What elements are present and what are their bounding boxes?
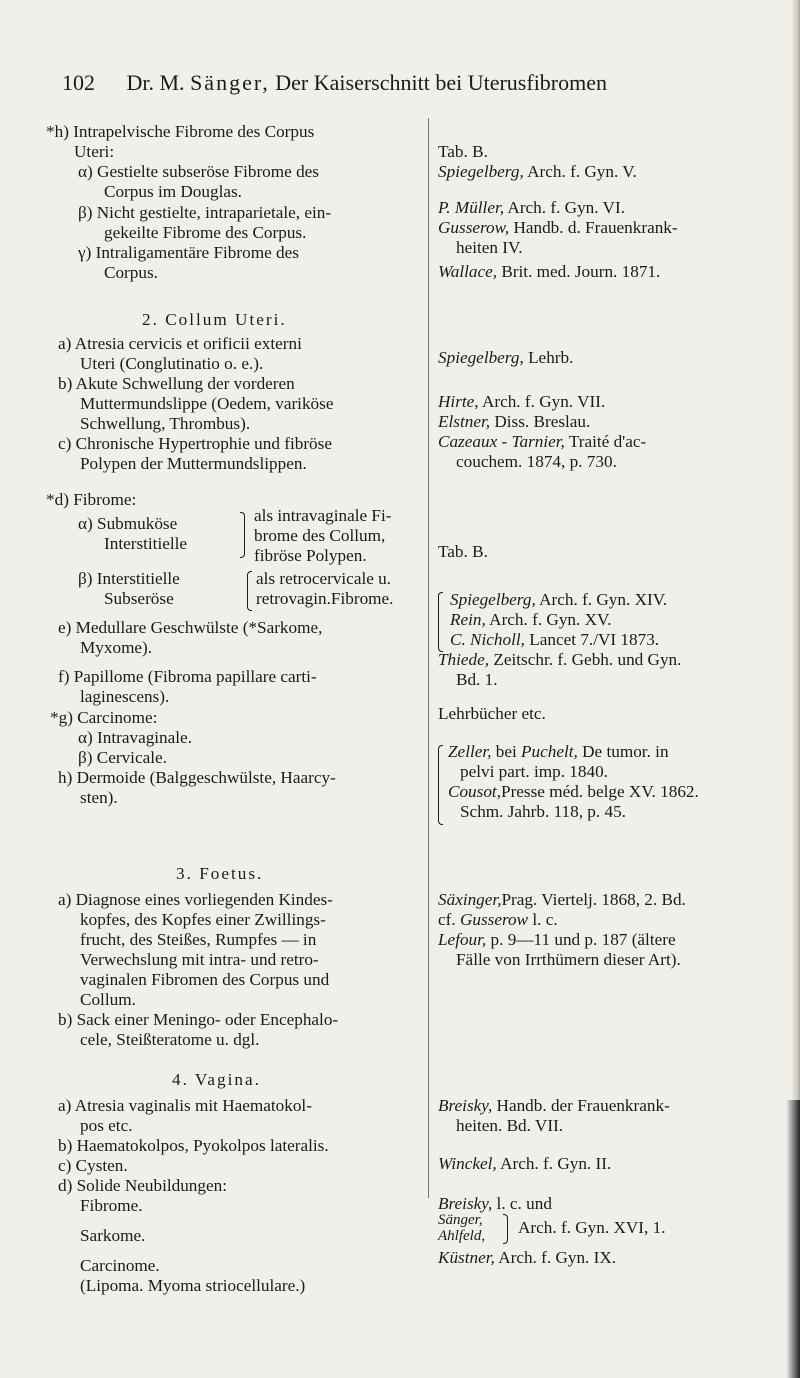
text-line: vaginalen Fibromen des Corpus und (80, 970, 330, 989)
section-heading: 3. Foetus. (176, 864, 264, 883)
reference-line: Schm. Jahrb. 118, p. 45. (460, 802, 626, 821)
text-line: β) Interstitielle (78, 569, 180, 588)
text-line: a) Diagnose eines vorliegenden Kindes- (58, 890, 333, 909)
text-line: e) Medullare Geschwülste (*Sarkome, (58, 618, 323, 637)
brace (503, 1214, 508, 1244)
reference-line: Winckel, Arch. f. Gyn. II. (438, 1154, 612, 1173)
text-line: β) Nicht gestielte, intraparietale, ein- (78, 203, 332, 222)
reference-line: couchem. 1874, p. 730. (456, 452, 617, 471)
reference-line: Breisky, l. c. und (438, 1194, 552, 1213)
text-line: Verwechslung mit intra- und retro- (80, 950, 319, 969)
text-line: b) Akute Schwellung der vorderen (58, 374, 295, 393)
text-line: Sarkome. (80, 1226, 146, 1245)
text-line: laginescens). (80, 687, 170, 706)
reference-line: Lefour, p. 9—11 und p. 187 (ältere (438, 930, 676, 949)
text-line: α) Intravaginale. (78, 728, 192, 747)
text-line: *h) Intrapelvische Fibrome des Corpus (46, 122, 315, 141)
text-line: Corpus im Douglas. (104, 182, 242, 201)
reference-author: Spiegelberg, (438, 162, 524, 181)
reference-line: pelvi part. imp. 1840. (460, 762, 608, 781)
reference-author: Zeller, (448, 742, 492, 761)
brace (438, 592, 443, 652)
reference-author: Sänger, (438, 1212, 483, 1228)
brace (240, 512, 245, 558)
reference-author: Thiede, (438, 650, 490, 669)
text-line: Carcinome. (80, 1256, 160, 1275)
section-heading: 4. Vagina. (172, 1070, 261, 1089)
text-line: Corpus. (104, 263, 158, 282)
text-line: Fibrome. (80, 1196, 143, 1215)
reference-author: Winckel, (438, 1154, 497, 1173)
text-line: Interstitielle (104, 534, 188, 553)
reference-line: Thiede, Zeitschr. f. Gebh. und Gyn. (438, 650, 682, 669)
reference-line: Cousot,Presse méd. belge XV. 1862. (448, 782, 699, 801)
reference-line: Bd. 1. (456, 670, 498, 689)
text-line: Collum. (80, 990, 136, 1009)
reference-author: Hirte, (438, 392, 479, 411)
reference-line: P. Müller, Arch. f. Gyn. VI. (438, 198, 625, 217)
text-line: Uteri: (74, 142, 115, 161)
reference-author: Säxinger, (438, 890, 502, 909)
text-line: α) Gestielte subseröse Fibrome des (78, 162, 319, 181)
reference-line: Zeller, bei Puchelt, De tumor. in (448, 742, 669, 761)
reference-line (438, 1212, 483, 1228)
text-line: a) Atresia vaginalis mit Haematokol- (58, 1096, 312, 1115)
reference-line: Fälle von Irrthümern dieser Art). (456, 950, 681, 969)
text-line: f) Papillome (Fibroma papillare carti- (58, 667, 317, 686)
text-line: Muttermundslippe (Oedem, variköse (80, 394, 334, 413)
reference-line: Gusserow, Handb. d. Frauenkrank- (438, 218, 678, 237)
reference-author: Lefour, (438, 930, 487, 949)
reference-line: Küstner, Arch. f. Gyn. IX. (438, 1248, 617, 1267)
reference-author: Breisky, (438, 1096, 493, 1115)
reference-line: Arch. f. Gyn. XVI, 1. (518, 1218, 666, 1237)
text-line: Subseröse (104, 589, 174, 608)
reference-author: Breisky, (438, 1194, 493, 1213)
text-line: sten). (80, 788, 118, 807)
reference-author: Spiegelberg, (438, 348, 524, 367)
text-line: Uteri (Conglutinatio o. e.). (80, 354, 264, 373)
reference-line: Wallace, Brit. med. Journ. 1871. (438, 262, 661, 281)
header-author-prefix: Dr. M. (126, 70, 185, 95)
text-line: α) Submuköse (78, 514, 178, 533)
text-line: *g) Carcinome: (50, 708, 158, 727)
section-heading: 2. Collum Uteri. (142, 310, 287, 329)
reference-line: Spiegelberg, Arch. f. Gyn. XIV. (450, 590, 668, 609)
text-line: als retrocervicale u. (256, 569, 392, 588)
brace (247, 571, 252, 611)
reference-line: Cazeaux - Tarnier, Traité d'ac- (438, 432, 647, 451)
text-line: d) Solide Neubildungen: (58, 1176, 227, 1195)
header-author-name: Sänger, (190, 70, 270, 95)
text-line: pos etc. (80, 1116, 133, 1135)
text-line: c) Cysten. (58, 1156, 128, 1175)
reference-line: Rein, Arch. f. Gyn. XV. (450, 610, 612, 629)
text-line: Schwellung, Thrombus). (80, 414, 251, 433)
text-line: als intravaginale Fi- (254, 506, 392, 525)
reference-author: Spiegelberg, (450, 590, 536, 609)
reference-author: Rein, (450, 610, 486, 629)
text-line: γ) Intraligamentäre Fibrome des (78, 243, 299, 262)
reference-line: Spiegelberg, Arch. f. Gyn. V. (438, 162, 637, 181)
text-line: kopfes, des Kopfes einer Zwillings- (80, 910, 326, 929)
reference-line: Hirte, Arch. f. Gyn. VII. (438, 392, 606, 411)
text-line: *d) Fibrome: (46, 490, 137, 509)
running-header (62, 70, 702, 96)
page-number: 102 (62, 70, 95, 95)
reference-line: Breisky, Handb. der Frauenkrank- (438, 1096, 670, 1115)
text-line: frucht, des Steißes, Rumpfes — in (80, 930, 317, 949)
text-line: b) Haematokolpos, Pyokolpos lateralis. (58, 1136, 329, 1155)
reference-line: cf. Gusserow l. c. (438, 910, 558, 929)
page-edge-shadow (786, 1100, 800, 1378)
reference-author: Cousot, (448, 782, 502, 801)
text-line: brome des Collum, (254, 526, 386, 545)
reference-author: Wallace, (438, 262, 498, 281)
text-line: (Lipoma. Myoma striocellulare.) (80, 1276, 306, 1295)
text-line: b) Sack einer Meningo- oder Encephalo- (58, 1010, 339, 1029)
text-line: c) Chronische Hypertrophie und fibröse (58, 434, 332, 453)
text-line: β) Cervicale. (78, 748, 167, 767)
text-line: Myxome). (80, 638, 153, 657)
header-title: Der Kaiserschnitt bei Uterusfibromen (275, 70, 608, 95)
text-line: a) Atresia cervicis et orificii externi (58, 334, 302, 353)
reference-author: Cazeaux - Tarnier, (438, 432, 565, 451)
text-line: h) Dermoide (Balggeschwülste, Haarcy- (58, 768, 336, 787)
reference-author: Elstner, (438, 412, 491, 431)
reference-line: C. Nicholl, Lancet 7./VI 1873. (450, 630, 660, 649)
text-line: retrovagin.Fibrome. (256, 589, 394, 608)
reference-author: P. Müller, (438, 198, 505, 217)
text-line: Polypen der Muttermundslippen. (80, 454, 307, 473)
reference-author: Ahlfeld, (438, 1228, 486, 1244)
brace (438, 745, 443, 825)
column-divider (428, 118, 429, 1198)
reference-author: Gusserow (459, 910, 529, 929)
text-line: fibröse Polypen. (254, 546, 367, 565)
reference-line: heiten. Bd. VII. (456, 1116, 564, 1135)
reference-author: Küstner, (438, 1248, 495, 1267)
reference-line: Säxinger,Prag. Viertelj. 1868, 2. Bd. (438, 890, 686, 909)
text-line: gekeilte Fibrome des Corpus. (104, 223, 307, 242)
reference-line: Elstner, Diss. Breslau. (438, 412, 591, 431)
reference-author: C. Nicholl, (450, 630, 525, 649)
reference-author: Gusserow, (438, 218, 510, 237)
reference-line: Tab. B. (438, 542, 488, 561)
reference-line: heiten IV. (456, 238, 523, 257)
reference-line: Spiegelberg, Lehrb. (438, 348, 574, 367)
reference-line: Lehrbücher etc. (438, 704, 546, 723)
text-line: cele, Steißteratome u. dgl. (80, 1030, 260, 1049)
reference-line (438, 1228, 485, 1244)
reference-line: Tab. B. (438, 142, 488, 161)
